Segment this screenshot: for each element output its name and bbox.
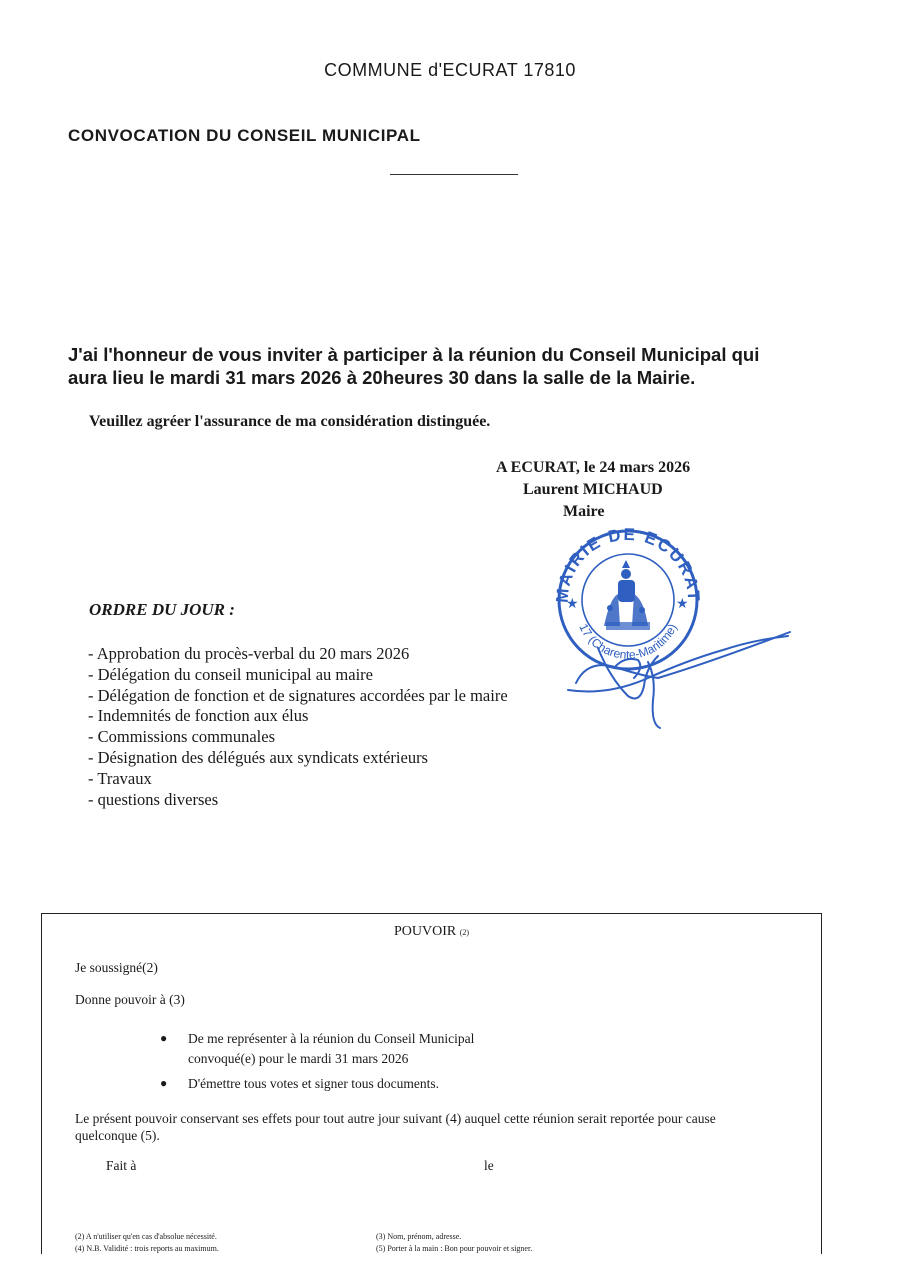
effects-line-1: Le présent pouvoir conservant ses effets pour tout autre jour suivant (4) auquel cette réunion serait reportée pour cause <box>75 1111 716 1126</box>
footnote-5: (5) Porter à la main : Bon pour pouvoir et signer. <box>376 1244 533 1253</box>
stamp-top-text: MAIRIE DE ECURAT <box>552 528 704 604</box>
effects-line-2: quelconque (5). <box>75 1128 160 1143</box>
agenda-item: - Délégation de fonction et de signatures accordées par le maire <box>88 685 508 705</box>
pouvoir-title-note: (2) <box>459 928 470 937</box>
donne-pouvoir-field[interactable]: Donne pouvoir à (3) <box>75 992 185 1007</box>
agenda-item: - questions diverses <box>88 789 219 809</box>
stamp-seal <box>553 528 704 669</box>
pouvoir-bullet-1-line-1: De me représenter à la réunion du Conseil Municipal <box>188 1031 475 1046</box>
agenda-item: - Approbation du procès-verbal du 20 mars 2026 <box>88 644 410 663</box>
soussigne-field[interactable]: Je soussigné(2) <box>75 960 158 975</box>
mayor-name: Laurent MICHAUD <box>523 481 663 498</box>
mairie-stamp <box>548 528 798 738</box>
pouvoir-title-text: POUVOIR <box>393 924 457 939</box>
agenda-heading: ORDRE DU JOUR : <box>89 600 235 619</box>
date-field[interactable]: le <box>484 1158 494 1173</box>
stamp-bottom-text: 17 (Charente-Maritime) <box>576 621 680 662</box>
agenda-list <box>88 644 508 810</box>
title-divider <box>390 174 518 175</box>
agenda-item: - Indemnités de fonction aux élus <box>88 706 309 726</box>
pouvoir-title <box>42 924 821 940</box>
invitation-line-1: J'ai l'honneur de vous inviter à participer à la réunion du Conseil Municipal qui <box>68 344 760 365</box>
agenda-item: - Travaux <box>88 768 152 788</box>
pouvoir-bullet-1-line-2: convoqué(e) pour le mardi 31 mars 2026 <box>188 1051 409 1066</box>
pouvoir-bullet-2: D'émettre tous votes et signer tous documents. <box>188 1076 440 1091</box>
bullet-dot-icon: ● <box>160 1031 168 1045</box>
stamp-star-left-icon: ★ <box>566 596 579 612</box>
fait-a-field[interactable]: Fait à <box>106 1158 137 1173</box>
agenda-item: - Désignation des délégués aux syndicats extérieurs <box>88 747 428 767</box>
footnote-2: (2) A n'utiliser qu'en cas d'absolue nécessité. <box>75 1232 217 1241</box>
commune-header: COMMUNE d'ECURAT 17810 <box>324 60 576 80</box>
courtesy-formula: Veuillez agréer l'assurance de ma considération distinguée. <box>89 413 491 430</box>
invitation-text <box>68 343 848 389</box>
footnote-4: (4) N.B. Validité : trois reports au maximum. <box>75 1244 219 1253</box>
place-date: A ECURAT, le 24 mars 2026 <box>496 459 691 476</box>
marianne-emblem-icon <box>604 560 650 630</box>
document-title: CONVOCATION DU CONSEIL MUNICIPAL <box>68 126 421 145</box>
invitation-line-2: aura lieu le mardi 31 mars 2026 à 20heures 30 dans la salle de la Mairie. <box>68 367 696 388</box>
agenda-item: - Commissions communales <box>88 727 275 747</box>
footnote-3: (3) Nom, prénom, adresse. <box>376 1232 462 1241</box>
bullet-dot-icon: ● <box>160 1076 168 1090</box>
mayor-role: Maire <box>563 503 605 520</box>
stamp-star-right-icon: ★ <box>676 596 689 612</box>
pouvoir-form <box>41 913 822 1254</box>
agenda-item: - Délégation du conseil municipal au maire <box>88 664 373 684</box>
